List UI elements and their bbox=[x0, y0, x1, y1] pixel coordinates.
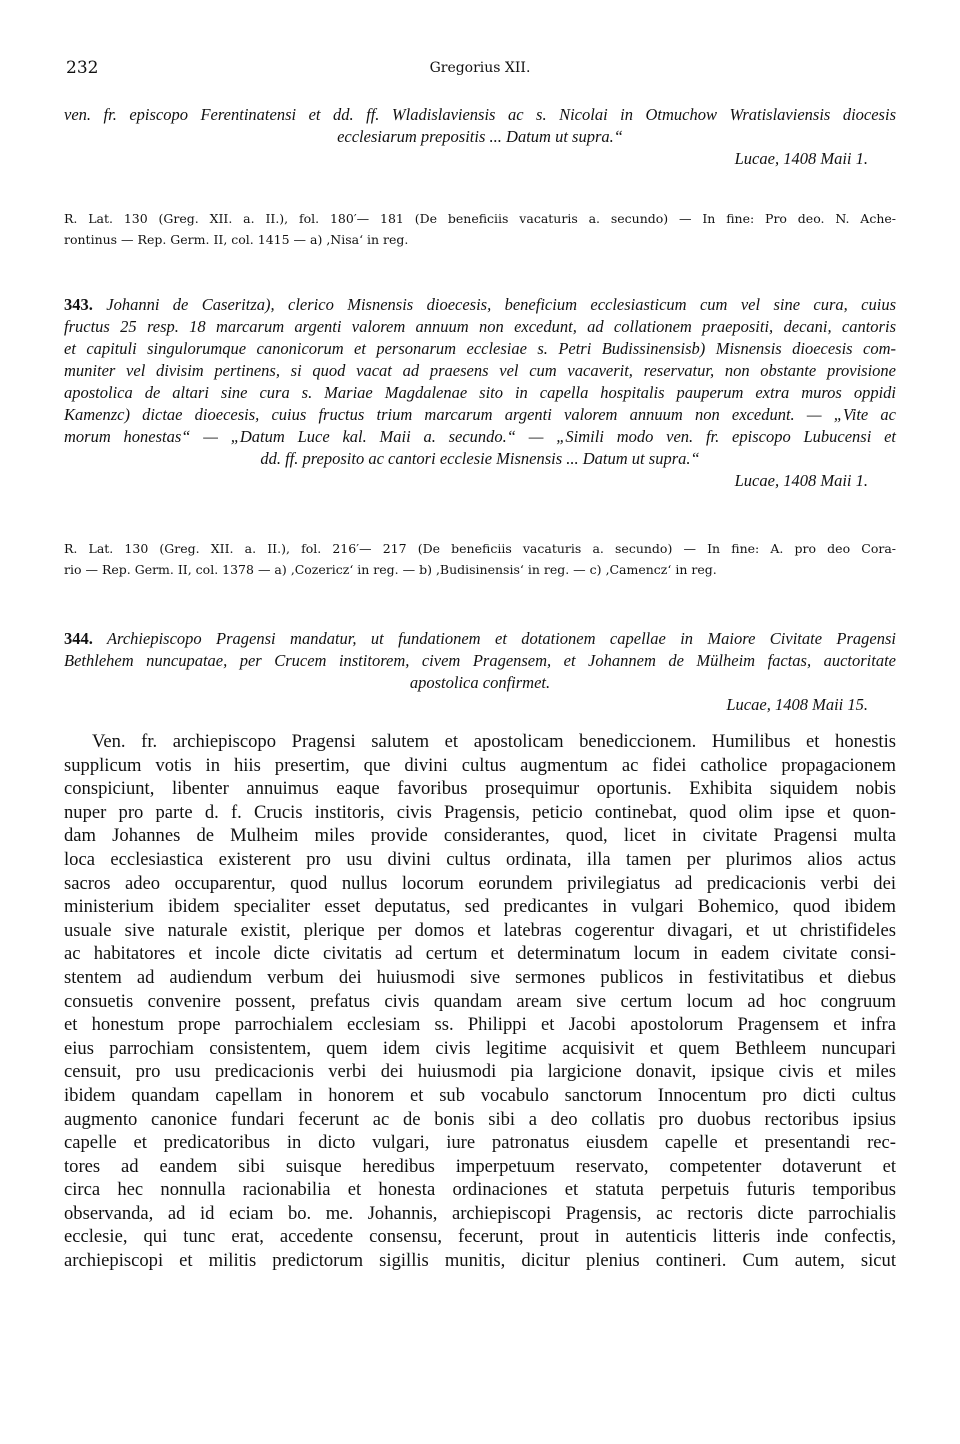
page-header bbox=[64, 58, 896, 86]
text-line-centered: ecclesiarum prepositis ... Datum ut supra.“ bbox=[337, 127, 623, 146]
entry-343-regest bbox=[64, 294, 896, 492]
body-line: supplicum votis in hiis presertim, que divini cultus augmentum ac fidei catholice propagacionem bbox=[64, 754, 896, 776]
text-line-centered: apostolica confirmet. bbox=[409, 673, 551, 692]
body-line: nuper pro parte d. f. Crucis institoris, civis Pragensis, peticio continebat, quod olim ipse et quon- bbox=[64, 801, 896, 823]
footnote-line: R. Lat. 130 (Greg. XII. a. II.), fol. 180′— 181 (De beneficiis vacaturis a. secundo) — In fine: Pro deo. N. Ache- bbox=[64, 211, 896, 226]
body-line: sacros adeo occuparentur, quod nullus locorum eorundem privilegiatus ad predicacionis verbi dei bbox=[64, 872, 896, 894]
footnote-line: rontinus — Rep. Germ. II, col. 1415 — a) ‚Nisa‘ in reg. bbox=[64, 232, 409, 247]
body-line: censuit, pro usu predicacionis verbi dei huiusmodi pia largicione donavit, ipsique civis et miles bbox=[64, 1061, 896, 1083]
body-line: observanda, ad id eciam bo. me. Johannis, archiepiscopi Pragensis, ac rectoris dicte parrochialis bbox=[64, 1202, 896, 1224]
text-line: ven. fr. episcopo Ferentinatensi et dd. ff. Wladislaviensis ac s. Nicolai in Otmuchow Wratislaviensis diocesis bbox=[64, 105, 896, 124]
text-line: apostolica de altari sine cura s. Mariae Magdalenae sito in capella hospitalis pauperum extra muros oppidi bbox=[64, 383, 896, 402]
body-line: ecclesie, qui tunc erat, accedente consensu, fecerunt, prout in autenticis litteris inde confectis, bbox=[64, 1226, 896, 1248]
text-line: Kamenzc) dictae dioecesis, cuius fructus trium marcarum argenti valorem annuum non excedunt. — „Vite ac bbox=[64, 405, 896, 424]
body-line: Ven. fr. archiepiscopo Pragensi salutem et apostolicam benediccionem. Humilibus et honestis bbox=[92, 731, 896, 752]
body-line: et honestum prope parrochialem ecclesiam ss. Philippi et Jacobi apostolorum Pragensem et infra bbox=[64, 1014, 896, 1036]
body-line: eius parrochiam consistentem, quem idem civis legitime acquisivit et quem Bethleem nuncupari bbox=[64, 1037, 896, 1059]
dateline: Lucae, 1408 Maii 1. bbox=[734, 471, 868, 490]
body-line: dam Johannes de Mulheim miles provide considerantes, quod, licet in civitate Pragensi multa bbox=[64, 825, 896, 847]
body-line: circa hec nonnulla racionabilia et honesta ordinaciones et statuta perpetuis futuris temporibus bbox=[64, 1179, 896, 1201]
text-line: 343. Johanni de Caseritza), clerico Misnensis dioecesis, beneficium ecclesiasticum cum vel sine cura, cuius bbox=[64, 295, 896, 314]
body-line: loca ecclesiastica existerent pro usu divini cultus ordinata, illa tamen per plurimos alios actus bbox=[64, 848, 896, 870]
body-line: ministerium ibidem specialiter esset deputatus, sed predicantes in vulgari Bohemico, quod ibidem bbox=[64, 896, 896, 918]
text-line: Bethlehem nuncupatae, per Crucem institorem, civem Pragensem, et Johannem de Mülheim factas, auctoritate bbox=[64, 651, 896, 670]
running-title: Gregorius XII. bbox=[429, 60, 531, 76]
body-line: stentem ad audiendum verbum dei huiusmodi sive sermones publicos in festivitatibus et diebus bbox=[64, 966, 896, 988]
entry-number: 343. bbox=[64, 295, 93, 314]
entry-prev-footnote bbox=[64, 208, 896, 250]
body-line: tores ad eandem sibi suisque heredibus imperpetuum reservato, competenter dotaverunt et bbox=[64, 1155, 896, 1177]
entry-344-regest bbox=[64, 628, 896, 716]
body-line: consuetis convenire possent, prefatus civis quandam aream sive certum locum ad hoc congruum bbox=[64, 990, 896, 1012]
entry-343-footnote bbox=[64, 538, 896, 580]
body-line: ac habitatores et incole dicte civitatis ad certum et determinatum locum in eadem civitate consi- bbox=[64, 943, 896, 965]
entry-prev-text bbox=[64, 104, 896, 170]
text-line: et capituli singulorumque canonicorum et personarum ecclesiae s. Petri Budissinensisb) Misnensis dioecesis com- bbox=[64, 339, 896, 358]
body-line: archiepiscopi et militis predictorum sigillis munitis, dicitur plenius contineri. Cum autem, sicut bbox=[64, 1250, 896, 1272]
page-number: 232 bbox=[66, 58, 99, 78]
body-line: ibidem quandam capellam in honorem et sub vocabulo sanctorum Innocentum pro dicti cultus bbox=[64, 1084, 896, 1106]
body-line: usuale sive naturale existit, plerique per domos et latebras cogerentur divagari, et ut christifideles bbox=[64, 919, 896, 941]
page bbox=[64, 58, 896, 1272]
dateline: Lucae, 1408 Maii 1. bbox=[734, 149, 868, 168]
text-line: 344. Archiepiscopo Pragensi mandatur, ut fundationem et dotationem capellae in Maiore Civitate Pragensi bbox=[64, 629, 896, 648]
entry-number: 344. bbox=[64, 629, 93, 648]
text-line: morum honestas“ — „Datum Luce kal. Maii a. secundo.“ — „Simili modo ven. fr. episcopo Lubucensi et bbox=[64, 427, 896, 446]
footnote-line: R. Lat. 130 (Greg. XII. a. II.), fol. 216′— 217 (De beneficiis vacaturis a. secundo) — In fine: A. pro deo Cora- bbox=[64, 541, 896, 556]
body-line: augmento canonice fundari fecerunt ac de bonis sibi a deo collatis pro duobus rectoribus ipsius bbox=[64, 1108, 896, 1130]
text-line: fructus 25 resp. 18 marcarum argenti valorem annuum non excedunt, ad collationem praepositi, decani, cantoris bbox=[64, 317, 896, 336]
body-line: conspiciunt, libenter annuimus eaque favoribus prosequimur oportunis. Exhibita siquidem nobis bbox=[64, 778, 896, 800]
text-line-centered: dd. ff. preposito ac cantori ecclesie Misnensis ... Datum ut supra.“ bbox=[260, 449, 700, 468]
body-line: capelle et predicatoribus in dicto vulgari, iure patronatus eiusdem capelle et presentandi rec- bbox=[64, 1132, 896, 1154]
footnote-line: rio — Rep. Germ. II, col. 1378 — a) ‚Cozericz‘ in reg. — b) ‚Budisinensis‘ in reg. — c) ‚Camencz‘ in reg. bbox=[64, 562, 717, 577]
entry-344-body bbox=[64, 730, 896, 1273]
dateline: Lucae, 1408 Maii 15. bbox=[726, 695, 868, 714]
text-line: muniter vel divisim pertinens, si quod vacat ad praesens vel cum vacaverit, reservatur, non obstante provisione bbox=[64, 361, 896, 380]
